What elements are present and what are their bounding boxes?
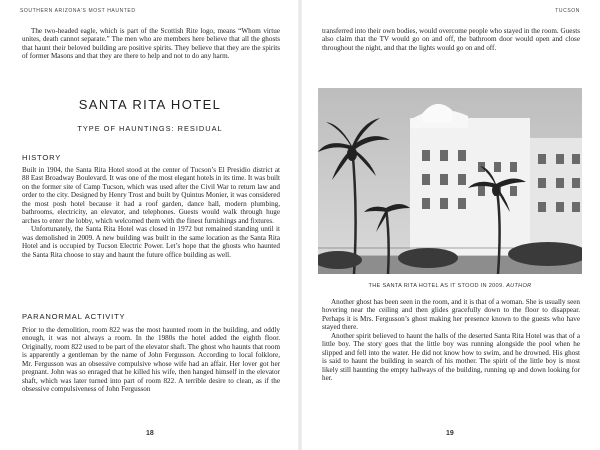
hotel-photo — [318, 88, 582, 274]
running-head-left: SOUTHERN ARIZONA'S MOST HAUNTED — [20, 8, 136, 14]
right-body-text — [322, 298, 580, 383]
hotel-photo-illustration — [318, 88, 582, 274]
body-paragraph-2: Another spirit believed to haunt the halls of the deserted Santa Rita Hotel was that of a little boy. The story goes that the little boy was running alongside the pool when he slipped and fell into the water. He did not know how to swim, and he drowned. His ghost is said to haunt the building in search of his mother. The spirit of the little boy is most likely still haunting the empty hallways of the building, running up and down looking for her. — [322, 331, 580, 383]
body-paragraph-1: Another ghost has been seen in the room, and it is that of a woman. She is usually seen hovering near the ceiling and then glides gracefully down to the floor to disappear. Perhaps it is Mrs. Fergusson’s ghost making her presence known to the guests who have stayed there. — [322, 298, 580, 332]
section-subtitle: TYPE OF HAUNTINGS: RESIDUAL — [77, 124, 223, 133]
page-number-left: 18 — [146, 430, 154, 437]
caption-credit: AUTHOR — [506, 283, 532, 289]
paranormal-heading: PARANORMAL ACTIVITY — [22, 312, 126, 321]
page-number-right: 19 — [446, 430, 454, 437]
continued-paragraph: transferred into their own bodies, would overcome people who stayed in the room. Guests also claim that the TV would go on and off, the bathroom door would open and close throughout the night, and that the lights would go on and off. — [322, 27, 580, 52]
intro-paragraph: The two-headed eagle, which is part of the Scottish Rite logo, means “Whom virtue unites, death cannot separate.” The men who are members here believe that all the ghosts that haunt their beloved building are positive spirits. They believe that they are the spirits of former Masons and that they are there to help and not to do any harm. — [22, 27, 280, 61]
history-text — [22, 166, 280, 259]
right-page — [300, 0, 600, 450]
section-title: SANTA RITA HOTEL — [78, 97, 222, 112]
history-heading: HISTORY — [22, 153, 62, 162]
paranormal-paragraph-1: Prior to the demolition, room 822 was the most haunted room in the building, and oddly enough, it was not always a room. In the 1980s the hotel added the eighth floor. Originally, room 822 used to be part of the elevator shaft. The ghost who haunts that room is apparently a gentleman by the name of John Fergusson. According to local folklore, Mr. Fergusson was an obsessive compulsive whose wife had an affair. Her lover got her pregnant. John was so enraged that he killed his wife, then hanged himself in the elevator shaft, which was later turned into part of room 822. A terrible desire to clean, as if the obsessive compulsiveness of John Fergusson — [22, 326, 280, 394]
history-paragraph-2: Unfortunately, the Santa Rita Hotel was closed in 1972 but remained standing until it was demolished in 2009. A new building was built in the same location as the Santa Rita Hotel and is occupied by Tucson Electric Power. Let’s hope that the ghosts who haunted the Santa Rita choose to stay and haunt the future office building as well. — [22, 225, 280, 259]
history-paragraph-1: Built in 1904, the Santa Rita Hotel stood at the center of Tucson’s El Presidio district at 88 East Broadway Boulevard. It was one of the most elegant hotels in its time. It was built on the former site of Camp Tucson, which was used after the Civil War to return law and order to the city. Designed by Henry Trost and built by Quintus Monier, it was considered the most posh hotel because it had a roof garden, dance hall, modern plumbing, bathrooms, electricity, an elevator, and telephones. Guests would walk through huge arches to enter the lobby, which welcomed them with the finest furnishings and fixtures. — [22, 166, 281, 225]
running-head-right: TUCSON — [555, 8, 580, 14]
photo-caption — [318, 283, 582, 289]
caption-text: THE SANTA RITA HOTEL AS IT STOOD IN 2009. — [368, 283, 505, 289]
